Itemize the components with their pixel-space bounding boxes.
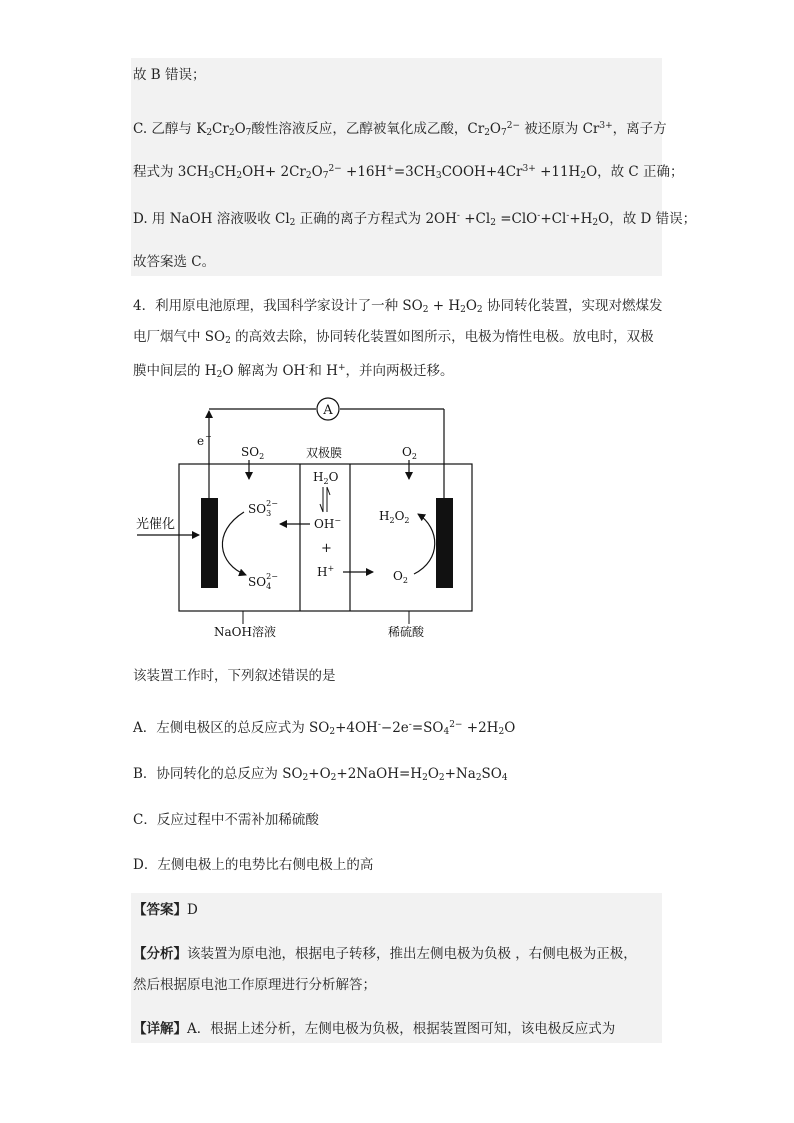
electron-label: e	[197, 434, 205, 448]
section-b-text: 故 B 错误；	[133, 67, 206, 83]
light-catalysis-label: 光催化	[136, 517, 176, 532]
right-electrode	[436, 498, 453, 588]
naoh-solution-label: NaOH溶液	[214, 625, 276, 639]
section-d-line2: 故答案选 C。	[133, 254, 216, 270]
analysis-label: 【分析】	[133, 946, 187, 962]
equilibrium-arrow	[320, 487, 330, 512]
h-ion-label: H+	[317, 564, 335, 579]
section-d-line1: D. 用 NaOH 溶液吸收 $Cl_2$ 正确的离子方程式为 $2OH^- +Cl_2 =ClO^-+Cl^-+H_2O$，故 D 错误；	[133, 211, 697, 228]
analysis-line1: 【分析】该装置为原电池，根据电子转移，推出左侧电极为负极 ，右侧电极为正极，	[133, 946, 637, 962]
h2o2-label: $H_2O_2$	[379, 509, 410, 525]
question4-line1: 4．利用原电池原理，我国科学家设计了一种 $SO_2 + H_2O_2$ 协同转化装置，实现对燃煤发	[133, 298, 663, 315]
left-electrode	[201, 498, 218, 588]
plus-sign: +	[321, 541, 332, 556]
left-curved-arrow	[222, 512, 246, 575]
section-c-line2: 程式为 $3CH_3CH_2OH+ 2Cr_2O_7^{2-}$ $+16H^+=3CH_3COOH+4Cr^{3+} +11H_2O$，故 C 正确；	[133, 164, 684, 181]
analysis-line2: 然后根据原电池工作原理进行分析解答；	[133, 977, 376, 993]
detail-line1: 【详解】A．根据上述分析，左侧电极为负极，根据装置图可知，该电极反应式为	[133, 1021, 616, 1037]
so2-input-label: $SO_2$	[241, 445, 265, 461]
option-d: D．左侧电极上的电势比右侧电极上的高	[133, 857, 374, 873]
section-c-line1: C. 乙醇与 $K_2Cr_2O_7$酸性溶液反应，乙醇被氧化成乙酸，$Cr_2O_7^{2-}$ 被还原为 $Cr^{3+}$，离子方	[133, 121, 667, 138]
o2-input-label: $O_2$	[402, 445, 417, 461]
oh-ion-label: OH−	[314, 516, 342, 531]
question4-line3: 膜中间层的 $H_2O$ 解离为 OH-和 H+，并向两极迁移。	[133, 363, 454, 380]
svg-text:A: A	[323, 403, 333, 418]
cell-diagram	[0, 392, 794, 652]
answer-line	[133, 901, 198, 919]
svg-text:−: −	[205, 432, 212, 441]
so4-ion-label: $SO_42-$	[248, 572, 278, 591]
question-prompt: 该装置工作时，下列叙述错误的是	[133, 668, 336, 684]
question4-line2: 电厂烟气中 $SO_2$ 的高效去除，协同转化装置如图所示，电极为惰性电极。放电时，双极	[133, 329, 654, 346]
right-curved-arrow	[414, 514, 435, 574]
answer-label: 【答案】	[133, 902, 187, 918]
option-c: C．反应过程中不需补加稀硫酸	[133, 812, 319, 828]
o2-right-label: $O_2$	[393, 569, 408, 585]
answer-value: D	[187, 902, 198, 918]
so3-ion-label: $SO_32-$	[248, 499, 278, 518]
option-b: B．协同转化的总反应为 $SO_2+O_2+2NaOH=H_2O_2+Na_2SO_4$	[133, 766, 508, 783]
detail-label: 【详解】	[133, 1021, 187, 1037]
option-a: A．左侧电极区的总反应式为 $SO_2+4OH^--2e^-=SO_4^{2-} +2H_2O$	[133, 720, 516, 737]
membrane-label: 双极膜	[306, 446, 343, 460]
ammeter-icon	[317, 398, 339, 420]
h2o-label: $H_2O$	[313, 470, 339, 486]
dilute-sulfuric-acid-label: 稀硫酸	[388, 625, 425, 639]
